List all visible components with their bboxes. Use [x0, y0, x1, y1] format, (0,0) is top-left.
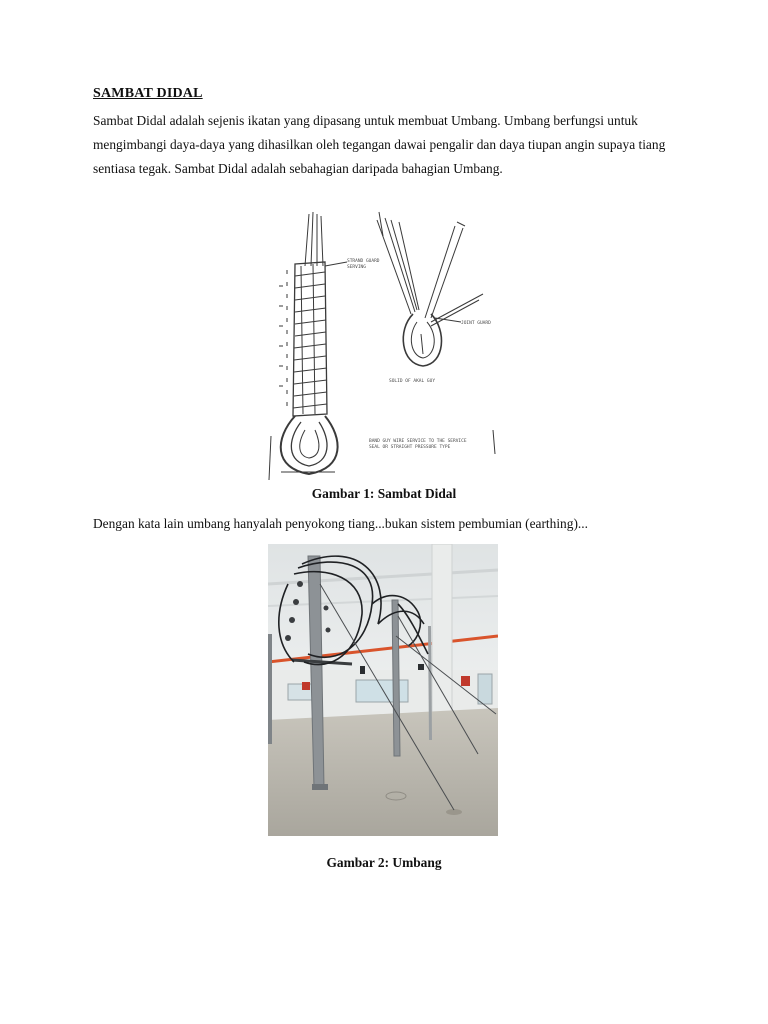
intro-paragraph: Sambat Didal adalah sejenis ikatan yang dipasang untuk membuat Umbang. Umbang berfungsi untuk mengimbangi daya-daya yang dihasilkan oleh tegangan dawai pengalir dan daya tiupan angin supaya tiang sentiasa tegak. Sambat Didal adalah sebahagian daripada bahagian Umbang. [93, 113, 666, 176]
label-seal: SEAL OR STRAIGHT PRESSURE TYPE [369, 445, 451, 450]
label-serving: SERVING [347, 265, 366, 270]
figure-umbang-photo [268, 544, 498, 836]
figure1-caption: Gambar 1: Sambat Didal [311, 486, 457, 501]
label-joint-guard: JOINT GUARD [461, 321, 491, 326]
label-solid-guy: SOLID OF AKAL GUY [389, 379, 436, 384]
second-paragraph: Dengan kata lain umbang hanyalah penyokong tiang...bukan sistem pembumian (earthing)... [93, 516, 588, 531]
figure2-caption: Gambar 2: Umbang [326, 855, 442, 870]
label-strand-guard: STRAND GUARD [347, 259, 380, 264]
label-band-guy: BAND GUY WIRE SERVICE TO THE SERVICE [369, 439, 467, 444]
figure-sambat-didal-drawing [265, 206, 501, 482]
section-heading: SAMBAT DIDAL [93, 86, 203, 101]
